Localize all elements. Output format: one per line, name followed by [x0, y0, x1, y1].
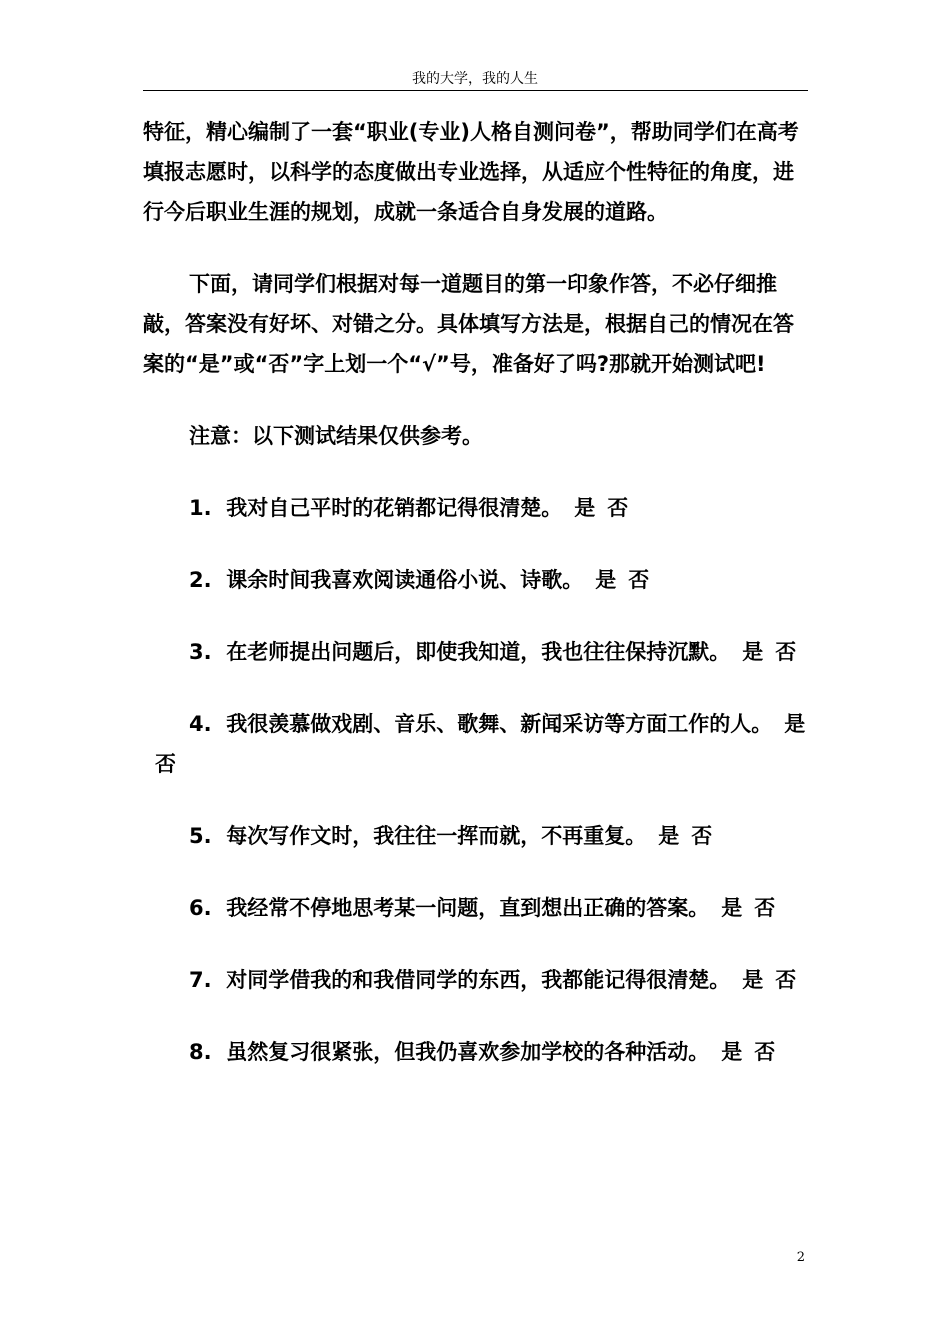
question-number: 2. — [189, 568, 212, 592]
question-item — [143, 1032, 808, 1072]
question-number: 4. — [189, 712, 212, 736]
answer-yes[interactable]: 是 — [658, 824, 680, 848]
question-item — [143, 560, 808, 600]
question-item — [143, 632, 808, 672]
question-text: 我很羡慕做戏剧、音乐、歌舞、新闻采访等方面工作的人。 — [226, 712, 773, 736]
document-body — [143, 112, 808, 1072]
question-item — [143, 704, 808, 784]
answer-yes[interactable]: 是 — [574, 496, 596, 520]
question-number: 1. — [189, 496, 212, 520]
answer-yes[interactable]: 是 — [742, 968, 764, 992]
question-number: 5. — [189, 824, 212, 848]
answer-yes[interactable]: 是 — [721, 1040, 743, 1064]
question-item — [143, 488, 808, 528]
question-number: 3. — [189, 640, 212, 664]
answer-no[interactable]: 否 — [155, 752, 176, 776]
answer-no[interactable]: 否 — [775, 968, 797, 992]
answer-yes[interactable]: 是 — [595, 568, 617, 592]
question-text: 课余时间我喜欢阅读通俗小说、诗歌。 — [226, 568, 584, 592]
question-item — [143, 888, 808, 928]
instructions-paragraph: 下面，请同学们根据对每一道题目的第一印象作答，不必仔细推敲，答案没有好坏、对错之分。具体填写方法是，根据自己的情况在答案的“是”或“否”字上划一个“√”号，准备好了吗?那就开始测试吧! — [143, 272, 794, 376]
question-text: 每次写作文时，我往往一挥而就，不再重复。 — [226, 824, 647, 848]
answer-yes[interactable]: 是 — [742, 640, 764, 664]
page-number: 2 — [796, 1250, 805, 1265]
intro-paragraph: 特征，精心编制了一套“职业(专业)人格自测问卷”，帮助同学们在高考填报志愿时，以科学的态度做出专业选择，从适应个性特征的角度，进行今后职业生涯的规划，成就一条适合自身发展的道路。 — [143, 120, 799, 224]
answer-no[interactable]: 否 — [691, 824, 713, 848]
answer-yes[interactable]: 是 — [721, 896, 743, 920]
page-header: 我的大学，我的人生 — [412, 71, 538, 87]
note-paragraph: 注意：以下测试结果仅供参考。 — [189, 424, 483, 448]
answer-no[interactable]: 否 — [754, 896, 776, 920]
question-text: 我经常不停地思考某一问题，直到想出正确的答案。 — [226, 896, 710, 920]
answer-no[interactable]: 否 — [775, 640, 797, 664]
answer-no[interactable]: 否 — [628, 568, 650, 592]
question-text: 在老师提出问题后，即使我知道，我也往往保持沉默。 — [226, 640, 731, 664]
question-text: 我对自己平时的花销都记得很清楚。 — [226, 496, 563, 520]
question-number: 6. — [189, 896, 212, 920]
question-text: 对同学借我的和我借同学的东西，我都能记得很清楚。 — [226, 968, 731, 992]
question-item — [143, 960, 808, 1000]
answer-no[interactable]: 否 — [754, 1040, 776, 1064]
header-divider — [143, 90, 808, 91]
question-item — [143, 816, 808, 856]
answer-no[interactable]: 否 — [607, 496, 629, 520]
question-text: 虽然复习很紧张，但我仍喜欢参加学校的各种活动。 — [226, 1040, 710, 1064]
answer-yes[interactable]: 是 — [784, 712, 806, 736]
question-number: 8. — [189, 1040, 212, 1064]
question-number: 7. — [189, 968, 212, 992]
